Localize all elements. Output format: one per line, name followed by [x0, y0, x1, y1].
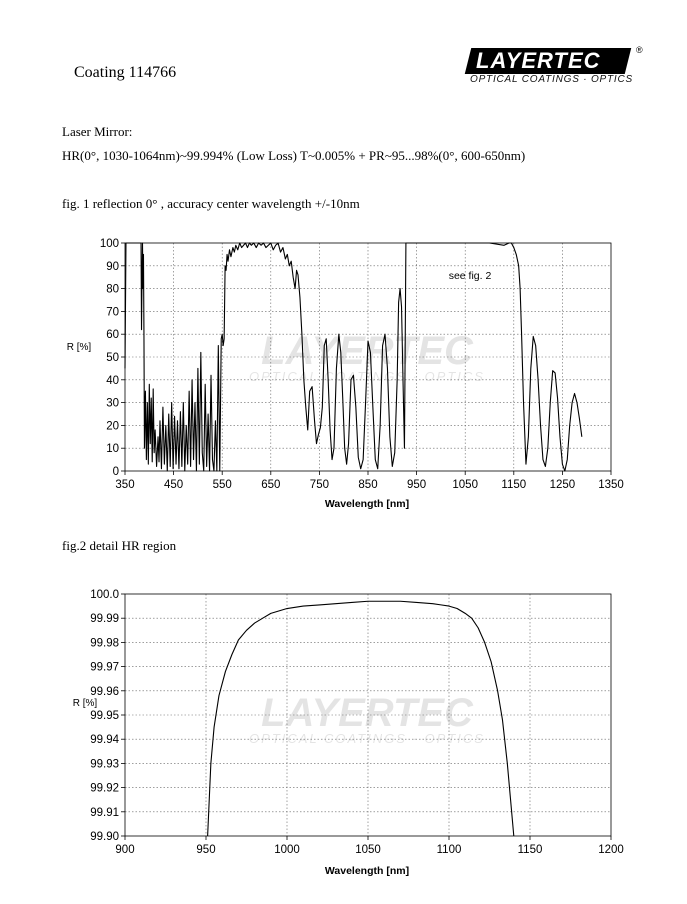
c2-x-tick-label: 1000 — [274, 844, 300, 856]
c2-x-tick-label: 1100 — [436, 844, 462, 856]
c2-x-tick-label: 1050 — [355, 844, 381, 856]
c1-y-tick-label: 40 — [106, 374, 119, 387]
c2-y-tick-label: 100.0 — [90, 589, 119, 601]
c1-y-tick-label: 100 — [99, 238, 119, 250]
c1-x-tick-label: 350 — [115, 479, 135, 491]
fig1-grid — [125, 243, 611, 471]
c2-y-tick-label: 99.90 — [90, 831, 119, 843]
c1-x-tick-label: 750 — [309, 479, 329, 491]
c2-x-tick-label: 950 — [196, 844, 216, 856]
c1-y-tick-label: 80 — [106, 283, 119, 296]
coating-title: Coating 114766 — [74, 64, 177, 81]
fig1-caption: fig. 1 reflection 0° , accuracy center wavelength +/-10nm — [62, 196, 360, 211]
c1-x-tick-label: 950 — [407, 479, 427, 491]
c1-x-tick-label: 650 — [261, 479, 281, 491]
c2-y-tick-label: 99.91 — [90, 806, 119, 819]
fig2-watermark-tagline: OPTICAL COATINGS · OPTICS — [249, 731, 485, 746]
c2-y-tick-label: 99.94 — [90, 734, 119, 747]
c1-x-tick-label: 450 — [164, 479, 184, 491]
logo-registered-mark: ® — [636, 45, 643, 55]
fig1-y-axis-label: R [%] — [66, 342, 92, 353]
c2-y-tick-label: 99.98 — [90, 637, 119, 650]
c1-x-tick-label: 1250 — [549, 479, 576, 491]
c1-y-tick-label: 30 — [106, 397, 119, 410]
fig1-watermark-tagline: OPTICAL COATINGS · OPTICS — [249, 369, 485, 384]
c2-x-tick-label: 1200 — [598, 844, 624, 856]
c1-y-tick-label: 90 — [106, 260, 119, 273]
c1-y-tick-label: 60 — [106, 329, 119, 342]
logo-tagline: OPTICAL COATINGS · OPTICS — [470, 74, 633, 85]
c2-y-tick-label: 99.93 — [90, 758, 119, 771]
c1-x-tick-label: 1050 — [452, 479, 478, 491]
c1-y-tick-label: 20 — [106, 420, 119, 433]
c1-y-tick-label: 70 — [106, 306, 119, 319]
c2-y-tick-label: 99.97 — [90, 661, 119, 674]
c1-y-tick-label: 0 — [112, 466, 119, 478]
fig1-watermark-word: LAYERTEC — [261, 329, 473, 373]
c2-x-tick-label: 900 — [115, 844, 135, 856]
c1-x-tick-label: 1350 — [598, 479, 624, 491]
c2-x-tick-label: 1150 — [517, 844, 543, 856]
logo-wordmark: LAYERTEC — [476, 48, 601, 73]
fig1-x-axis-label: Wavelength [nm] — [324, 498, 410, 510]
c1-x-tick-label: 850 — [358, 479, 378, 491]
fig2-y-axis-label: R [%] — [72, 698, 98, 709]
c2-y-tick-label: 99.96 — [90, 685, 119, 698]
c1-x-tick-label: 550 — [212, 479, 232, 491]
fig2-watermark-word: LAYERTEC — [261, 691, 473, 735]
product-spec: HR(0°, 1030-1064nm)~99.994% (Low Loss) T~0.005% + PR~95...98%(0°, 600-650nm) — [62, 148, 526, 163]
c2-y-tick-label: 99.99 — [90, 613, 119, 626]
c1-x-tick-label: 1150 — [501, 479, 527, 491]
c1-y-tick-label: 10 — [106, 443, 119, 456]
fig2-caption: fig.2 detail HR region — [62, 538, 177, 553]
c2-y-tick-label: 99.95 — [90, 710, 119, 722]
fig1-annotation: see fig. 2 — [448, 270, 492, 282]
fig2-x-axis-label: Wavelength [nm] — [324, 865, 410, 877]
c1-y-tick-label: 50 — [106, 352, 119, 364]
product-title: Laser Mirror: — [62, 124, 133, 139]
c2-y-tick-label: 99.92 — [90, 782, 119, 795]
